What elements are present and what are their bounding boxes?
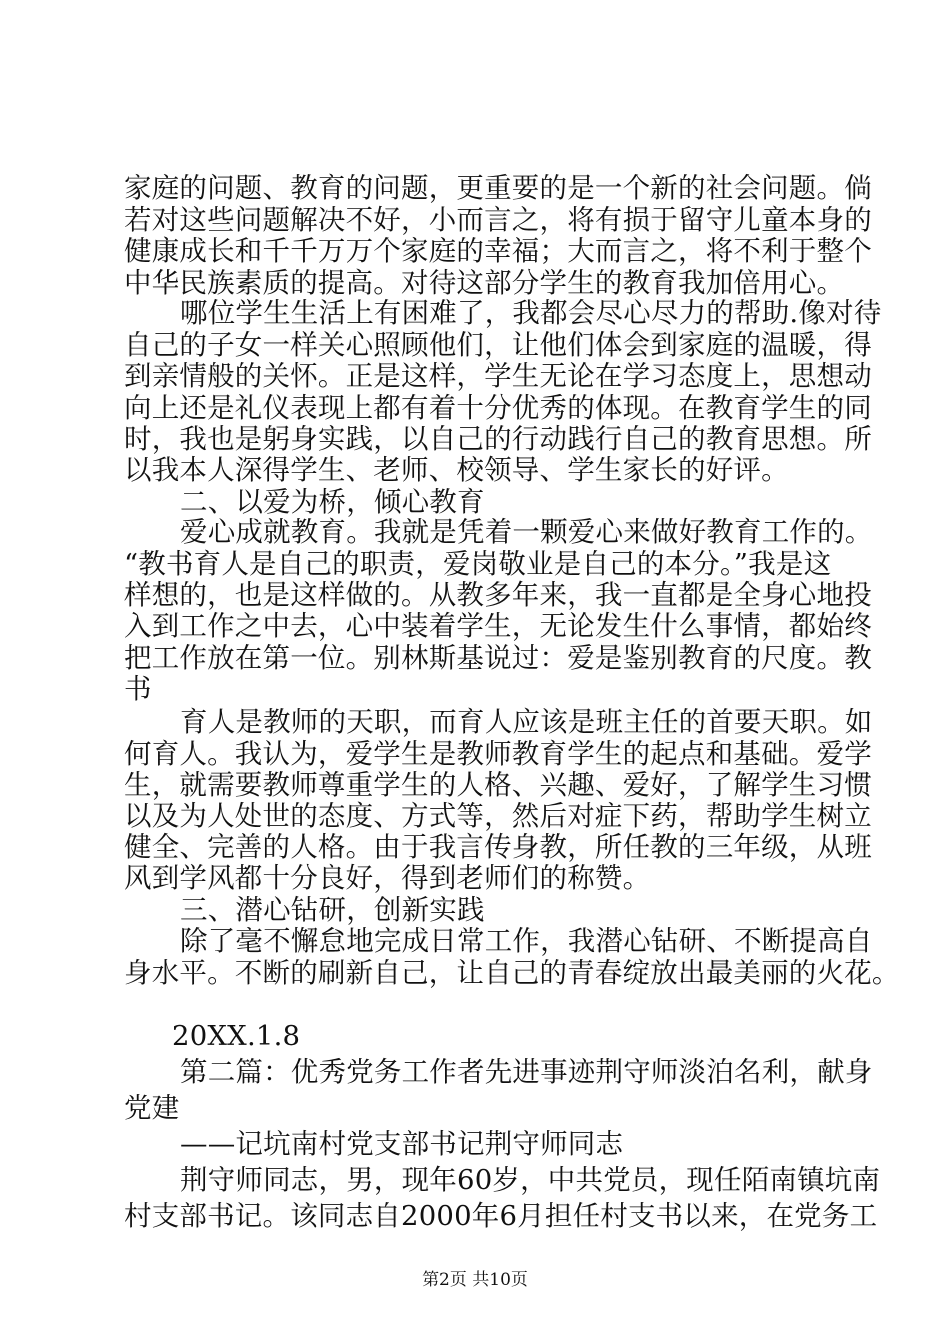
text-line: 书 [124, 673, 152, 705]
section-heading: 三、潜心钻研，创新实践 [180, 894, 485, 926]
text-line: 风到学风都十分良好，得到老师们的称赞。 [124, 862, 651, 894]
text-line: 中华民族素质的提高。对待这部分学生的教育我加倍用心。 [124, 267, 845, 299]
text-line: “教书育人是自己的职责，爱岗敬业是自己的本分。”我是这 [124, 548, 832, 580]
text-line: 向上还是礼仪表现上都有着十分优秀的体现。在教育学生的同 [124, 392, 872, 424]
text-line: 健全、完善的人格。由于我言传身教，所任教的三年级，从班 [124, 831, 872, 863]
paragraph-start-line: 育人是教师的天职，而育人应该是班主任的首要天职。如 [180, 706, 873, 738]
text-line: 自己的子女一样关心照顾他们，让他们体会到家庭的温暖，得 [124, 329, 872, 361]
date-line: 20XX.1.8 [172, 1020, 301, 1052]
text-line: 时，我也是躬身实践，以自己的行动践行自己的教育思想。所 [124, 423, 872, 455]
text-line: 入到工作之中去，心中装着学生，无论发生什么事情，都始终 [124, 610, 872, 642]
article-title-line: 党建 [124, 1092, 180, 1124]
paragraph-start-line: 哪位学生生活上有困难了，我都会尽心尽力的帮助.像对待 [180, 297, 882, 329]
text-line: 以及为人处世的态度、方式等，然后对症下药，帮助学生树立 [124, 800, 872, 832]
text-line: 到亲情般的关怀。正是这样，学生无论在学习态度上，思想动 [124, 360, 872, 392]
text-line: 何育人。我认为，爱学生是教师教育学生的起点和基础。爱学 [124, 738, 872, 770]
subtitle-line: ——记坑南村党支部书记荆守师同志 [180, 1128, 624, 1160]
page-footer: 第2页 共10页 [422, 1270, 528, 1290]
text-line: 生，就需要教师尊重学生的人格、兴趣、爱好，了解学生习惯 [124, 769, 872, 801]
text-line: 把工作放在第一位。别林斯基说过：爱是鉴别教育的尺度。教 [124, 642, 872, 674]
paragraph-start-line: 爱心成就教育。我就是凭着一颗爱心来做好教育工作的。 [180, 516, 873, 548]
paragraph-start-line: 荆守师同志，男，现年60岁，中共党员，现任陌南镇坑南 [180, 1164, 881, 1196]
text-line: 健康成长和千千万万个家庭的幸福；大而言之，将不利于整个 [124, 235, 872, 267]
text-line: 身水平。不断的刷新自己，让自己的青春绽放出最美丽的火花。 [124, 957, 900, 989]
text-line: 若对这些问题解决不好，小而言之，将有损于留守儿童本身的 [124, 204, 872, 236]
paragraph-start-line: 除了毫不懈怠地完成日常工作，我潜心钻研、不断提高自 [180, 925, 873, 957]
text-line: 样想的，也是这样做的。从教多年来，我一直都是全身心地投 [124, 579, 872, 611]
text-line: 村支部书记。该同志自2000年6月担任村支书以来，在党务工 [124, 1200, 878, 1232]
text-line: 家庭的问题、教育的问题，更重要的是一个新的社会问题。倘 [124, 172, 872, 204]
text-line: 以我本人深得学生、老师、校领导、学生家长的好评。 [124, 454, 789, 486]
article-title-line: 第二篇：优秀党务工作者先进事迹荆守师淡泊名利，献身 [180, 1056, 873, 1088]
section-heading: 二、以爱为桥，倾心教育 [180, 486, 485, 518]
